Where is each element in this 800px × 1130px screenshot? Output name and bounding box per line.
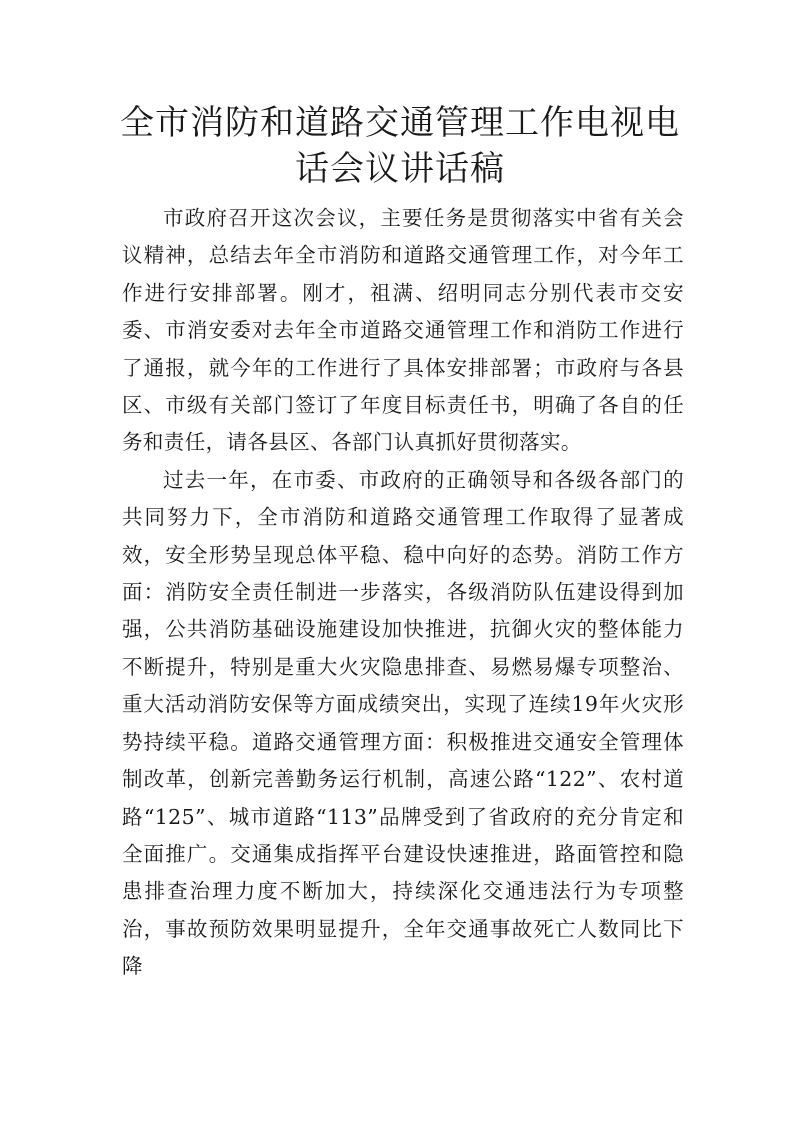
paragraph: 市政府召开这次会议，主要任务是贯彻落实中省有关会议精神，总结去年全市消防和道路交通管理工作，对今年工作进行安排部署。刚才，祖满、绍明同志分别代表市交安委、市消安委对去年全市道路交通管理工作和消防工作进行了通报，就今年的工作进行了具体安排部署；市政府与各县区、市级有关部门签订了年度目标责任书，明确了各自的任务和责任，请各县区、各部门认真抓好贯彻落实。 <box>122 206 684 455</box>
document-title: 全市消防和道路交通管理工作电视电话会议讲话稿 <box>120 103 680 189</box>
document-body <box>122 200 684 986</box>
paragraph: 过去一年，在市委、市政府的正确领导和各级各部门的共同努力下，全市消防和道路交通管理工作取得了显著成效，安全形势呈现总体平稳、稳中向好的态势。消防工作方面：消防安全责任制进一步落实，各级消防队伍建设得到加强，公共消防基础设施建设加快推进，抗御火灾的整体能力不断提升，特别是重大火灾隐患排查、易燃易爆专项整治、重大活动消防安保等方面成绩突出，实现了连续19年火灾形势持续平稳。道路交通管理方面：积极推进交通安全管理体制改革，创新完善勤务运行机制，高速公路“122”、农村道路“125”、城市道路“113”品牌受到了省政府的充分肯定和全面推广。交通集成指挥平台建设快速推进，路面管控和隐患排查治理力度不断加大，持续深化交通违法行为专项整治，事故预防效果明显提升，全年交通事故死亡人数同比下降 <box>122 467 684 979</box>
